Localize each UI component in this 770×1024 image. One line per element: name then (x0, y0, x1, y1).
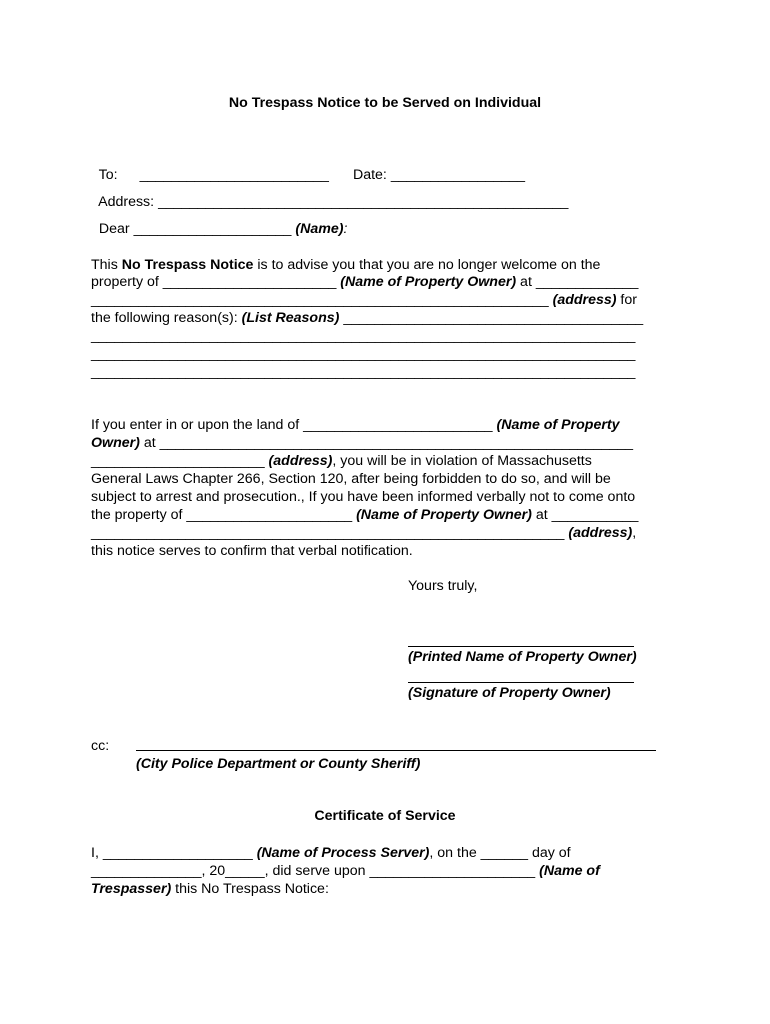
reasons-blank-line[interactable]: _____________________________________________________________________ (91, 364, 636, 380)
list-reasons-hint: (List Reasons) (241, 310, 340, 326)
para2-l6-pre: the property of _____________________ (91, 507, 357, 523)
document-title: No Trespass Notice to be Served on Individual (228, 95, 542, 111)
address-hint: (address) (552, 292, 617, 308)
reasons-blank-line[interactable]: _____________________________________________________________________ (91, 346, 636, 362)
date-blank[interactable]: _________________ (390, 167, 525, 183)
para2-l6-post: at ___________ (531, 507, 639, 523)
to-label: To: (98, 167, 118, 183)
para1-l1-post: is to advise you that you are no longer welcome on the (253, 257, 601, 273)
cert-l1-post: , on the ______ day of (429, 845, 571, 861)
dear-label: Dear (98, 221, 130, 237)
address-hint: (address) (568, 525, 633, 541)
para2-line8: this notice serves to confirm that verbal notification. (91, 543, 413, 559)
para2-line2 (91, 434, 633, 452)
dear-line (91, 202, 347, 238)
cert-l2-pre: ______________, 20_____, did serve upon _____________________ (91, 863, 540, 879)
to-blank[interactable]: ________________________ (139, 167, 329, 183)
para2-l1-pre: If you enter in or upon the land of ________________________ (91, 417, 497, 433)
property-owner-hint: (Name of Property (496, 417, 620, 433)
notice-title-inline: No Trespass Notice (121, 257, 254, 273)
para1-l2-pre: property of ______________________ (91, 274, 341, 290)
para2-l2-post: at ____________________________________________________________ (139, 435, 634, 451)
cc-label: cc: (91, 738, 110, 754)
para2-line3 (91, 452, 592, 470)
printed-name-line[interactable] (408, 646, 634, 647)
dear-colon: : (343, 221, 348, 237)
property-owner-hint: (Name of Property Owner) (356, 507, 532, 523)
para1-line2 (91, 273, 638, 291)
para2-line7 (91, 524, 636, 542)
certificate-heading: Certificate of Service (314, 808, 456, 824)
certificate-line3 (91, 880, 329, 898)
yours-truly: Yours truly, (408, 578, 478, 594)
signature-line[interactable] (408, 682, 634, 683)
trespasser-hint: (Name of (539, 863, 600, 879)
cert-l3-post: this No Trespass Notice: (171, 881, 329, 897)
address-hint: (address) (268, 453, 333, 469)
para2-line6 (91, 506, 638, 524)
para2-line1 (91, 416, 619, 434)
para2-l3-post: , you will be in violation of Massachusetts (332, 453, 592, 469)
property-owner-hint: (Name of Property Owner) (340, 274, 517, 290)
process-server-hint: (Name of Process Server) (256, 845, 430, 861)
date-label: Date: (352, 167, 387, 183)
para1-line1 (91, 256, 600, 274)
cc-line[interactable] (136, 750, 656, 751)
trespasser-hint-cont: Trespasser) (91, 881, 172, 897)
para2-line5: subject to arrest and prosecution., If you have been informed verbally not to come onto (91, 489, 636, 505)
reasons-blank[interactable]: ______________________________________ (339, 310, 644, 326)
para2-l7-post: , (632, 525, 637, 541)
name-hint: (Name) (295, 221, 344, 237)
para1-l2-post: at _____________ (516, 274, 639, 290)
certificate-line1 (91, 844, 571, 862)
para1-line4 (91, 309, 643, 327)
dear-blank[interactable]: ____________________ (133, 221, 292, 237)
address-blank[interactable]: ____________________________________________________ (158, 194, 569, 210)
address-blank-line[interactable]: __________________________________________________________ (91, 292, 553, 308)
address-blank-line[interactable]: ____________________________________________________________ (91, 525, 569, 541)
cc-hint: (City Police Department or County Sheriff) (136, 756, 421, 772)
para1-line3 (91, 291, 637, 309)
address-label: Address: (98, 194, 155, 210)
cert-l1-pre: I, ___________________ (91, 845, 257, 861)
reasons-blank-line[interactable]: _____________________________________________________________________ (91, 328, 636, 344)
printed-name-hint: (Printed Name of Property Owner) (408, 649, 637, 665)
owner-hint-cont: Owner) (91, 435, 140, 451)
certificate-line2 (91, 862, 600, 880)
address-blank-line[interactable]: ______________________ (91, 453, 269, 469)
para1-l1-pre: This (91, 257, 122, 273)
signature-hint: (Signature of Property Owner) (408, 685, 611, 701)
para1-l4-pre: the following reason(s): (91, 310, 242, 326)
para2-line4: General Laws Chapter 266, Section 120, after being forbidden to do so, and will be (91, 471, 611, 487)
para1-l3-post: for (616, 292, 637, 308)
